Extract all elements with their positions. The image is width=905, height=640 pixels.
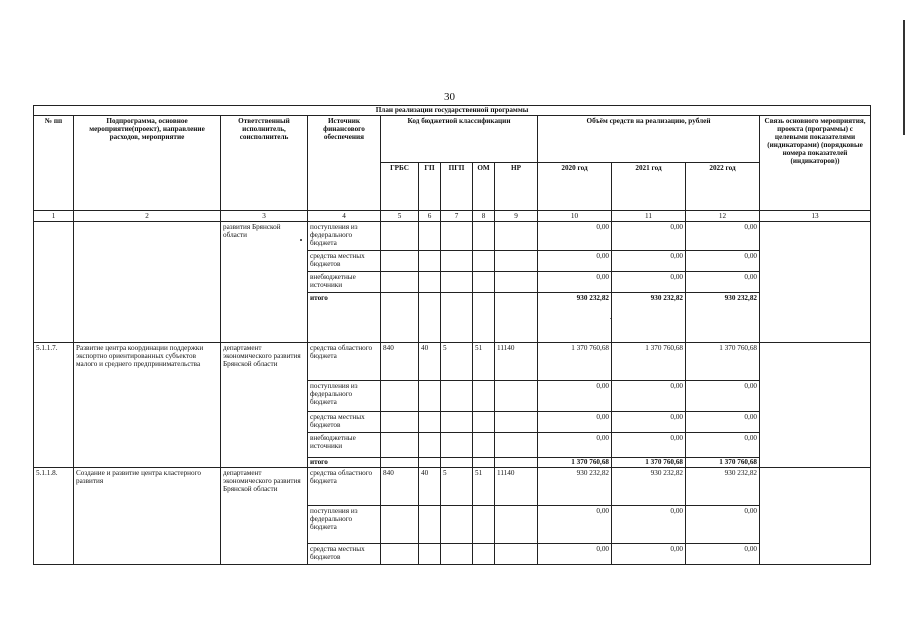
- table-row: [34, 343, 871, 381]
- header-year-2021: 2021 год: [612, 163, 686, 211]
- cell-num: 5.1.1.8.: [34, 468, 74, 565]
- cell-link: [760, 468, 871, 565]
- cell-2020: 0,00: [538, 381, 612, 412]
- cell-2022: 0,00: [686, 272, 760, 293]
- program-plan-table: [33, 105, 871, 565]
- table-row: [34, 222, 871, 251]
- cell-nr: 11140: [495, 468, 538, 506]
- cell-source: средства местных бюджетов: [308, 412, 381, 433]
- column-number: 1: [34, 211, 74, 222]
- cell-2021: 0,00: [612, 412, 686, 433]
- header-om: ОМ: [473, 163, 495, 211]
- header-gp: ГП: [419, 163, 441, 211]
- column-number: 8: [473, 211, 495, 222]
- cell-2021: 0,00: [612, 272, 686, 293]
- cell-2022-total: 930 232,82: [686, 293, 760, 343]
- cell-om: 51: [473, 343, 495, 381]
- cell-source: поступления из федерального бюджета: [308, 381, 381, 412]
- cell-name: Создание и развитие центра кластерного развития: [74, 468, 221, 565]
- cell-gp: 40: [419, 468, 441, 506]
- cell-source: поступления из федерального бюджета: [308, 222, 381, 251]
- page-number: 30: [444, 91, 455, 103]
- column-number: 5: [381, 211, 419, 222]
- cell-source-total: итого: [308, 293, 381, 343]
- cell-name: Развитие центра координации поддержки экспортно ориентированных субъектов малого и среднего предпринимательства: [74, 343, 221, 468]
- cell-2021: 0,00: [612, 506, 686, 544]
- table-row: [34, 468, 871, 506]
- table-title: План реализации государственной программы: [34, 106, 871, 116]
- header-responsible: Ответственный исполнитель, соисполнитель: [221, 116, 308, 211]
- cell-source: средства областного бюджета: [308, 343, 381, 381]
- column-number: 6: [419, 211, 441, 222]
- cell-source: средства областного бюджета: [308, 468, 381, 506]
- header-volume: Объём средств на реализацию, рублей: [538, 116, 760, 163]
- cell-2020: 0,00: [538, 433, 612, 458]
- column-number: 7: [441, 211, 473, 222]
- cell-pgp: 5: [441, 343, 473, 381]
- cell-2021: 0,00: [612, 222, 686, 251]
- cell-2022-total: 1 370 760,68: [686, 458, 760, 468]
- column-numbers-row: [34, 211, 871, 222]
- column-number: 10: [538, 211, 612, 222]
- cell-2022: 0,00: [686, 544, 760, 565]
- cell-2021: 1 370 760,68: [612, 343, 686, 381]
- cell-2022: 0,00: [686, 433, 760, 458]
- cell-2020-total: 930 232,82: [538, 293, 612, 343]
- cell-responsible: развития Брянской области: [221, 222, 308, 343]
- cell-2021: 0,00: [612, 544, 686, 565]
- header-nr: НР: [495, 163, 538, 211]
- cell-2021: 930 232,82: [612, 468, 686, 506]
- header-link: Связь основного мероприятия, проекта (программы) с целевыми показателями (индикаторами) (порядковые номера показателей (индикаторов)): [760, 116, 871, 211]
- header-pgp: ПГП: [441, 163, 473, 211]
- cell-name: [74, 222, 221, 343]
- header-grbs: ГРБС: [381, 163, 419, 211]
- column-number: 13: [760, 211, 871, 222]
- cell-2020: 1 370 760,68: [538, 343, 612, 381]
- cell-2021-total: 930 232,82: [612, 293, 686, 343]
- cell-2022: 1 370 760,68: [686, 343, 760, 381]
- header-year-2020: 2020 год: [538, 163, 612, 211]
- cell-2020: 0,00: [538, 412, 612, 433]
- cell-source: поступления из федерального бюджета: [308, 506, 381, 544]
- column-number: 11: [612, 211, 686, 222]
- header-source: Источник финансового обеспечения: [308, 116, 381, 211]
- cell-2022: 0,00: [686, 381, 760, 412]
- cell-2021: 0,00: [612, 433, 686, 458]
- cell-2021: 0,00: [612, 381, 686, 412]
- cell-2021-total: 1 370 760,68: [612, 458, 686, 468]
- cell-2020-total: 1 370 760,68: [538, 458, 612, 468]
- column-number: 3: [221, 211, 308, 222]
- cell-2020: 0,00: [538, 272, 612, 293]
- cell-source: внебюджетные источники: [308, 433, 381, 458]
- column-number: 9: [495, 211, 538, 222]
- cell-2021: 0,00: [612, 251, 686, 272]
- cell-num: 5.1.1.7.: [34, 343, 74, 468]
- header-budget-code: Код бюджетной классификации: [381, 116, 538, 163]
- column-number: 12: [686, 211, 760, 222]
- cell-2022: 0,00: [686, 222, 760, 251]
- cell-source: внебюджетные источники: [308, 272, 381, 293]
- cell-source: средства местных бюджетов: [308, 251, 381, 272]
- cell-source-total: итого: [308, 458, 381, 468]
- cell-2020: 930 232,82: [538, 468, 612, 506]
- cell-link: [760, 222, 871, 343]
- cell-2022: 0,00: [686, 251, 760, 272]
- cell-grbs: 840: [381, 468, 419, 506]
- header-year-2022: 2022 год: [686, 163, 760, 211]
- cell-2022: 930 232,82: [686, 468, 760, 506]
- cell-nr: 11140: [495, 343, 538, 381]
- cell-2020: 0,00: [538, 251, 612, 272]
- cell-2020: 0,00: [538, 506, 612, 544]
- cell-gp: 40: [419, 343, 441, 381]
- cell-pgp: 5: [441, 468, 473, 506]
- column-number: 2: [74, 211, 221, 222]
- cell-2020: 0,00: [538, 544, 612, 565]
- cell-grbs: 840: [381, 343, 419, 381]
- cell-om: 51: [473, 468, 495, 506]
- cell-2022: 0,00: [686, 412, 760, 433]
- cell-2020: 0,00: [538, 222, 612, 251]
- header-subprogram: Подпрограмма, основное мероприятие(проект), направление расходов, мероприятие: [74, 116, 221, 211]
- header-num: № пп: [34, 116, 74, 211]
- cell-responsible: департамент экономического развития Брянской области: [221, 343, 308, 468]
- cell-responsible: департамент экономического развития Брянской области: [221, 468, 308, 565]
- column-number: 4: [308, 211, 381, 222]
- cell-num: [34, 222, 74, 343]
- cell-link: [760, 343, 871, 468]
- cell-source: средства местных бюджетов: [308, 544, 381, 565]
- cell-2022: 0,00: [686, 506, 760, 544]
